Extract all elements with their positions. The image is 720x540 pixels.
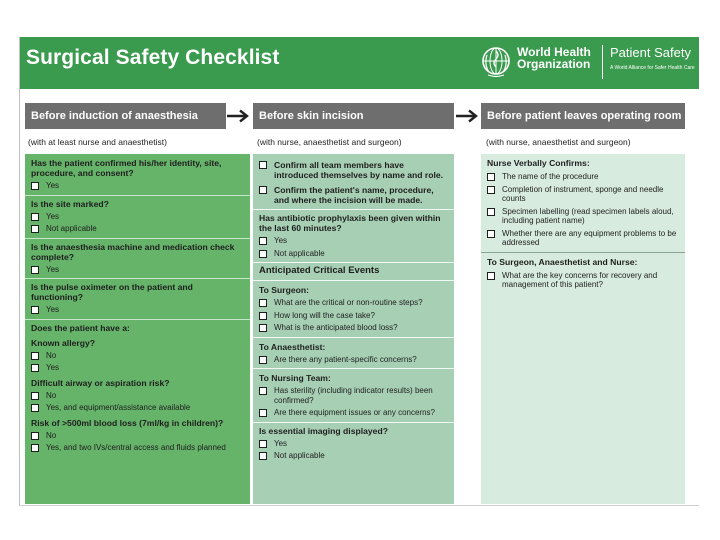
patient-safety-tagline: A World Alliance for Safer Health Care	[610, 65, 695, 71]
checkbox-option[interactable]	[259, 160, 448, 180]
checkbox-option[interactable]	[31, 265, 244, 275]
divider	[253, 262, 454, 263]
checkbox-option[interactable]	[31, 305, 244, 315]
divider	[25, 278, 250, 279]
option-label: Completion of instrument, sponge and needle counts	[502, 184, 664, 203]
checkbox-icon[interactable]	[31, 364, 39, 372]
option-label: Yes, and two IVs/central access and fluids planned	[46, 443, 226, 452]
question-antibiotic: Has antibiotic prophylaxis been given within the last 60 minutes?	[259, 213, 441, 233]
question-patient-have: Does the patient have a:	[31, 322, 130, 333]
question-pulse-oximeter: Is the pulse oximeter on the patient and functioning?	[31, 282, 193, 302]
checkbox-icon[interactable]	[259, 387, 267, 395]
divider	[481, 252, 685, 253]
phase-header-induction: Before induction of anaesthesia	[25, 103, 226, 129]
checkbox-option[interactable]	[259, 298, 448, 308]
checkbox-icon[interactable]	[31, 392, 39, 400]
checkbox-icon[interactable]	[259, 250, 267, 258]
arrow-right-icon	[455, 109, 481, 123]
checklist-sheet	[19, 37, 699, 506]
checkbox-icon[interactable]	[259, 409, 267, 417]
divider	[253, 209, 454, 210]
checkbox-option[interactable]	[31, 351, 244, 361]
option-label: The name of the procedure	[502, 172, 599, 181]
column-time-out	[253, 154, 454, 504]
checkbox-option[interactable]	[259, 439, 448, 449]
subheading-to-nursing: To Nursing Team:	[259, 373, 331, 383]
option-label: Not applicable	[46, 224, 97, 233]
checkbox-option[interactable]	[31, 363, 244, 373]
page-title: Surgical Safety Checklist	[26, 46, 280, 69]
checkbox-option[interactable]	[259, 185, 448, 205]
option-label: Not applicable	[274, 248, 325, 258]
divider	[253, 422, 454, 423]
checkbox-icon[interactable]	[31, 432, 39, 440]
checkbox-icon[interactable]	[487, 186, 495, 194]
checkbox-icon[interactable]	[259, 312, 267, 320]
subheading-to-anaesthetist: To Anaesthetist:	[259, 341, 326, 352]
checkbox-option[interactable]	[31, 403, 244, 413]
checkbox-option[interactable]	[259, 386, 448, 405]
divider	[253, 337, 454, 338]
checkbox-icon[interactable]	[31, 404, 39, 412]
question-imaging: Is essential imaging displayed?	[259, 425, 388, 436]
option-label: Confirm all team members have introduced themselves by name and role.	[274, 160, 444, 180]
who-logo-block	[480, 43, 695, 83]
checkbox-icon[interactable]	[259, 186, 267, 194]
option-label: What are the critical or non-routine steps?	[274, 298, 423, 307]
divider	[25, 319, 250, 320]
option-label: Yes	[46, 211, 60, 221]
checkbox-option[interactable]	[487, 229, 679, 248]
phase-header-incision: Before skin incision	[253, 103, 454, 129]
checkbox-icon[interactable]	[31, 266, 39, 274]
checkbox-icon[interactable]	[259, 440, 267, 448]
checkbox-icon[interactable]	[31, 213, 39, 221]
checkbox-icon[interactable]	[487, 208, 495, 216]
question-anaesthesia-check: Is the anaesthesia machine and medication check complete?	[31, 241, 235, 262]
option-label: Whether there are any equipment problems to be addressed	[502, 228, 677, 247]
checkbox-icon[interactable]	[31, 306, 39, 314]
question-identity: Has the patient confirmed his/her identity, site, procedure, and consent?	[31, 158, 222, 178]
subheading-to-surgeon: To Surgeon:	[259, 285, 309, 295]
checkbox-icon[interactable]	[259, 299, 267, 307]
option-label: Yes	[46, 181, 60, 190]
option-label: What are the key concerns for recovery and management of this patient?	[502, 270, 658, 289]
option-label: What is the anticipated blood loss?	[274, 323, 398, 332]
checkbox-icon[interactable]	[259, 237, 267, 245]
checkbox-icon[interactable]	[31, 352, 39, 360]
option-label: Not applicable	[274, 451, 325, 460]
section-critical-events: Anticipated Critical Events	[259, 265, 380, 276]
phase-participants: (with nurse, anaesthetist and surgeon)	[257, 137, 402, 147]
checkbox-option[interactable]	[259, 323, 448, 333]
option-label: Yes	[274, 236, 288, 245]
phase-participants: (with nurse, anaesthetist and surgeon)	[486, 137, 631, 147]
option-label: Specimen labelling (read specimen labels aloud, including patient name)	[502, 206, 674, 225]
column-sign-in	[25, 154, 250, 504]
checkbox-icon[interactable]	[259, 452, 267, 460]
checkbox-option[interactable]	[31, 212, 244, 222]
who-name-line1: World Health	[517, 45, 591, 59]
checkbox-option[interactable]	[31, 181, 244, 191]
checkbox-option[interactable]	[31, 391, 244, 401]
checkbox-icon[interactable]	[31, 225, 39, 233]
checkbox-option[interactable]	[259, 311, 448, 321]
checkbox-option[interactable]	[487, 271, 679, 290]
option-label: Has sterility (including indicator results) been confirmed?	[274, 386, 433, 405]
logo-divider	[602, 45, 603, 79]
option-label: Are there equipment issues or any concerns?	[274, 408, 435, 417]
phase-participants: (with at least nurse and anaesthetist)	[28, 137, 167, 147]
phase-header-leaving: Before patient leaves operating room	[481, 103, 685, 129]
checkbox-option[interactable]	[31, 224, 244, 234]
option-label: Yes	[46, 363, 60, 372]
option-label: Yes	[46, 305, 60, 314]
checkbox-icon[interactable]	[487, 230, 495, 238]
divider	[25, 238, 250, 239]
checkbox-icon[interactable]	[259, 324, 267, 332]
option-label: Yes	[46, 264, 60, 274]
option-label: How long will the case take?	[274, 310, 375, 320]
checkbox-option[interactable]	[31, 431, 244, 441]
checkbox-icon[interactable]	[31, 444, 39, 452]
column-sign-out	[481, 154, 685, 504]
divider	[25, 195, 250, 196]
subquestion-blood-loss: Risk of >500ml blood loss (7ml/kg in children)?	[31, 417, 224, 428]
divider	[253, 368, 454, 369]
divider	[253, 280, 454, 281]
checkbox-option[interactable]	[259, 249, 448, 259]
section-team-review: To Surgeon, Anaesthetist and Nurse:	[487, 256, 638, 267]
checkbox-option[interactable]	[487, 185, 679, 204]
section-nurse-confirms: Nurse Verbally Confirms:	[487, 158, 590, 168]
option-label: Yes	[274, 438, 288, 448]
option-label: Are there any patient-specific concerns?	[274, 354, 417, 364]
checkbox-option[interactable]	[259, 451, 448, 461]
checkbox-option[interactable]	[259, 355, 448, 365]
option-label: No	[46, 390, 57, 400]
option-label: Yes, and equipment/assistance available	[46, 403, 191, 412]
subquestion-allergy: Known allergy?	[31, 337, 95, 348]
checkbox-icon[interactable]	[31, 182, 39, 190]
checkbox-icon[interactable]	[487, 173, 495, 181]
option-label: No	[46, 350, 57, 360]
arrow-right-icon	[226, 109, 252, 123]
checkbox-option[interactable]	[31, 443, 244, 453]
option-label: Confirm the patient's name, procedure, and where the incision will be made.	[274, 185, 434, 205]
question-site-marked: Is the site marked?	[31, 198, 109, 209]
header-bar	[20, 37, 699, 89]
who-emblem-icon	[480, 45, 512, 79]
patient-safety-title: Patient Safety	[610, 45, 691, 60]
subquestion-airway: Difficult airway or aspiration risk?	[31, 377, 170, 388]
option-label: No	[46, 430, 57, 440]
checkbox-option[interactable]	[259, 408, 448, 418]
checkbox-icon[interactable]	[487, 272, 495, 280]
checkbox-option[interactable]	[259, 236, 448, 246]
checkbox-icon[interactable]	[259, 161, 267, 169]
checkbox-icon[interactable]	[259, 356, 267, 364]
who-name-line2: Organization	[517, 57, 591, 71]
checkbox-option[interactable]	[487, 207, 679, 226]
checkbox-option[interactable]	[487, 172, 679, 182]
who-name	[517, 46, 597, 70]
